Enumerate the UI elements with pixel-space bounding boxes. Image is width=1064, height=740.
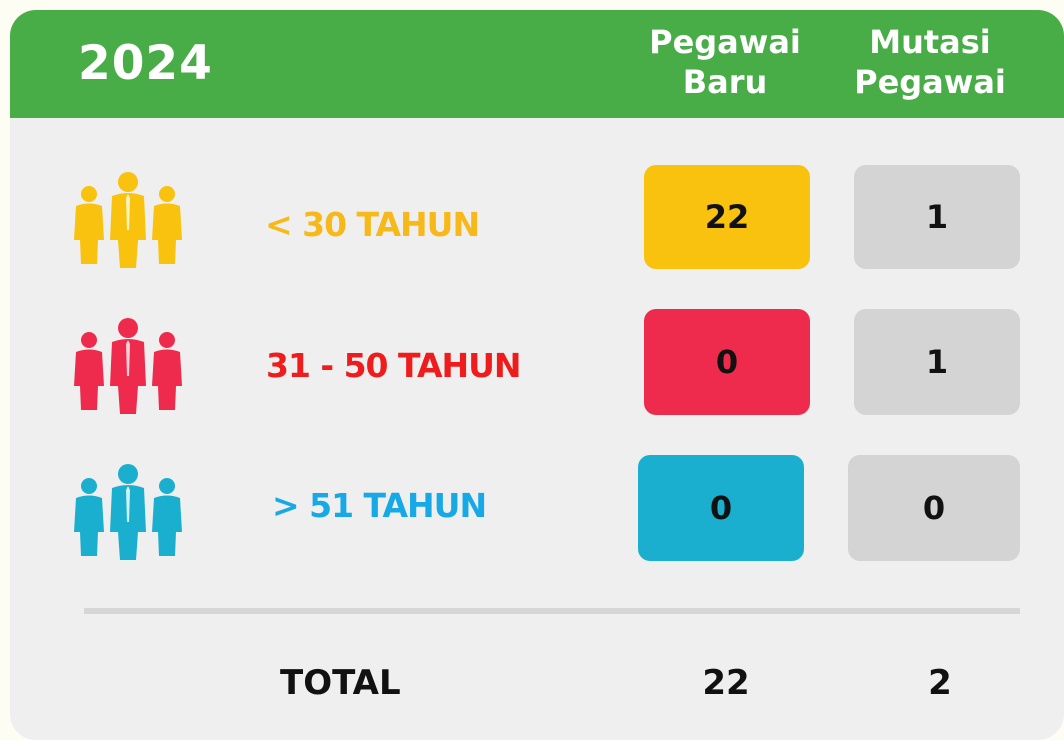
people-group-icon	[68, 170, 188, 270]
column-header-line: Pegawai	[649, 23, 801, 61]
pegawai-baru-value: 0	[644, 309, 810, 415]
mutasi-pegawai-value: 1	[854, 309, 1020, 415]
total-pegawai-baru: 22	[702, 663, 750, 703]
people-group-icon	[68, 316, 188, 416]
mutasi-pegawai-value: 1	[854, 165, 1020, 269]
column-header-line: Pegawai	[854, 63, 1006, 101]
total-mutasi-pegawai: 2	[928, 663, 952, 703]
age-group-label: < 30 TAHUN	[265, 205, 480, 244]
column-header-pegawai-baru	[635, 22, 815, 102]
column-header-mutasi-pegawai	[840, 22, 1020, 102]
age-group-label: > 51 TAHUN	[272, 486, 487, 525]
people-group-icon	[68, 462, 188, 562]
pegawai-baru-value: 0	[638, 455, 804, 561]
total-label: TOTAL	[280, 663, 401, 703]
age-summary-card	[10, 10, 1064, 740]
divider	[84, 608, 1020, 614]
mutasi-pegawai-value: 0	[848, 455, 1020, 561]
column-header-line: Mutasi	[869, 23, 991, 61]
column-header-line: Baru	[682, 63, 768, 101]
year-title: 2024	[78, 36, 213, 91]
age-group-label: 31 - 50 TAHUN	[266, 346, 521, 385]
pegawai-baru-value: 22	[644, 165, 810, 269]
header-bar	[10, 10, 1064, 118]
